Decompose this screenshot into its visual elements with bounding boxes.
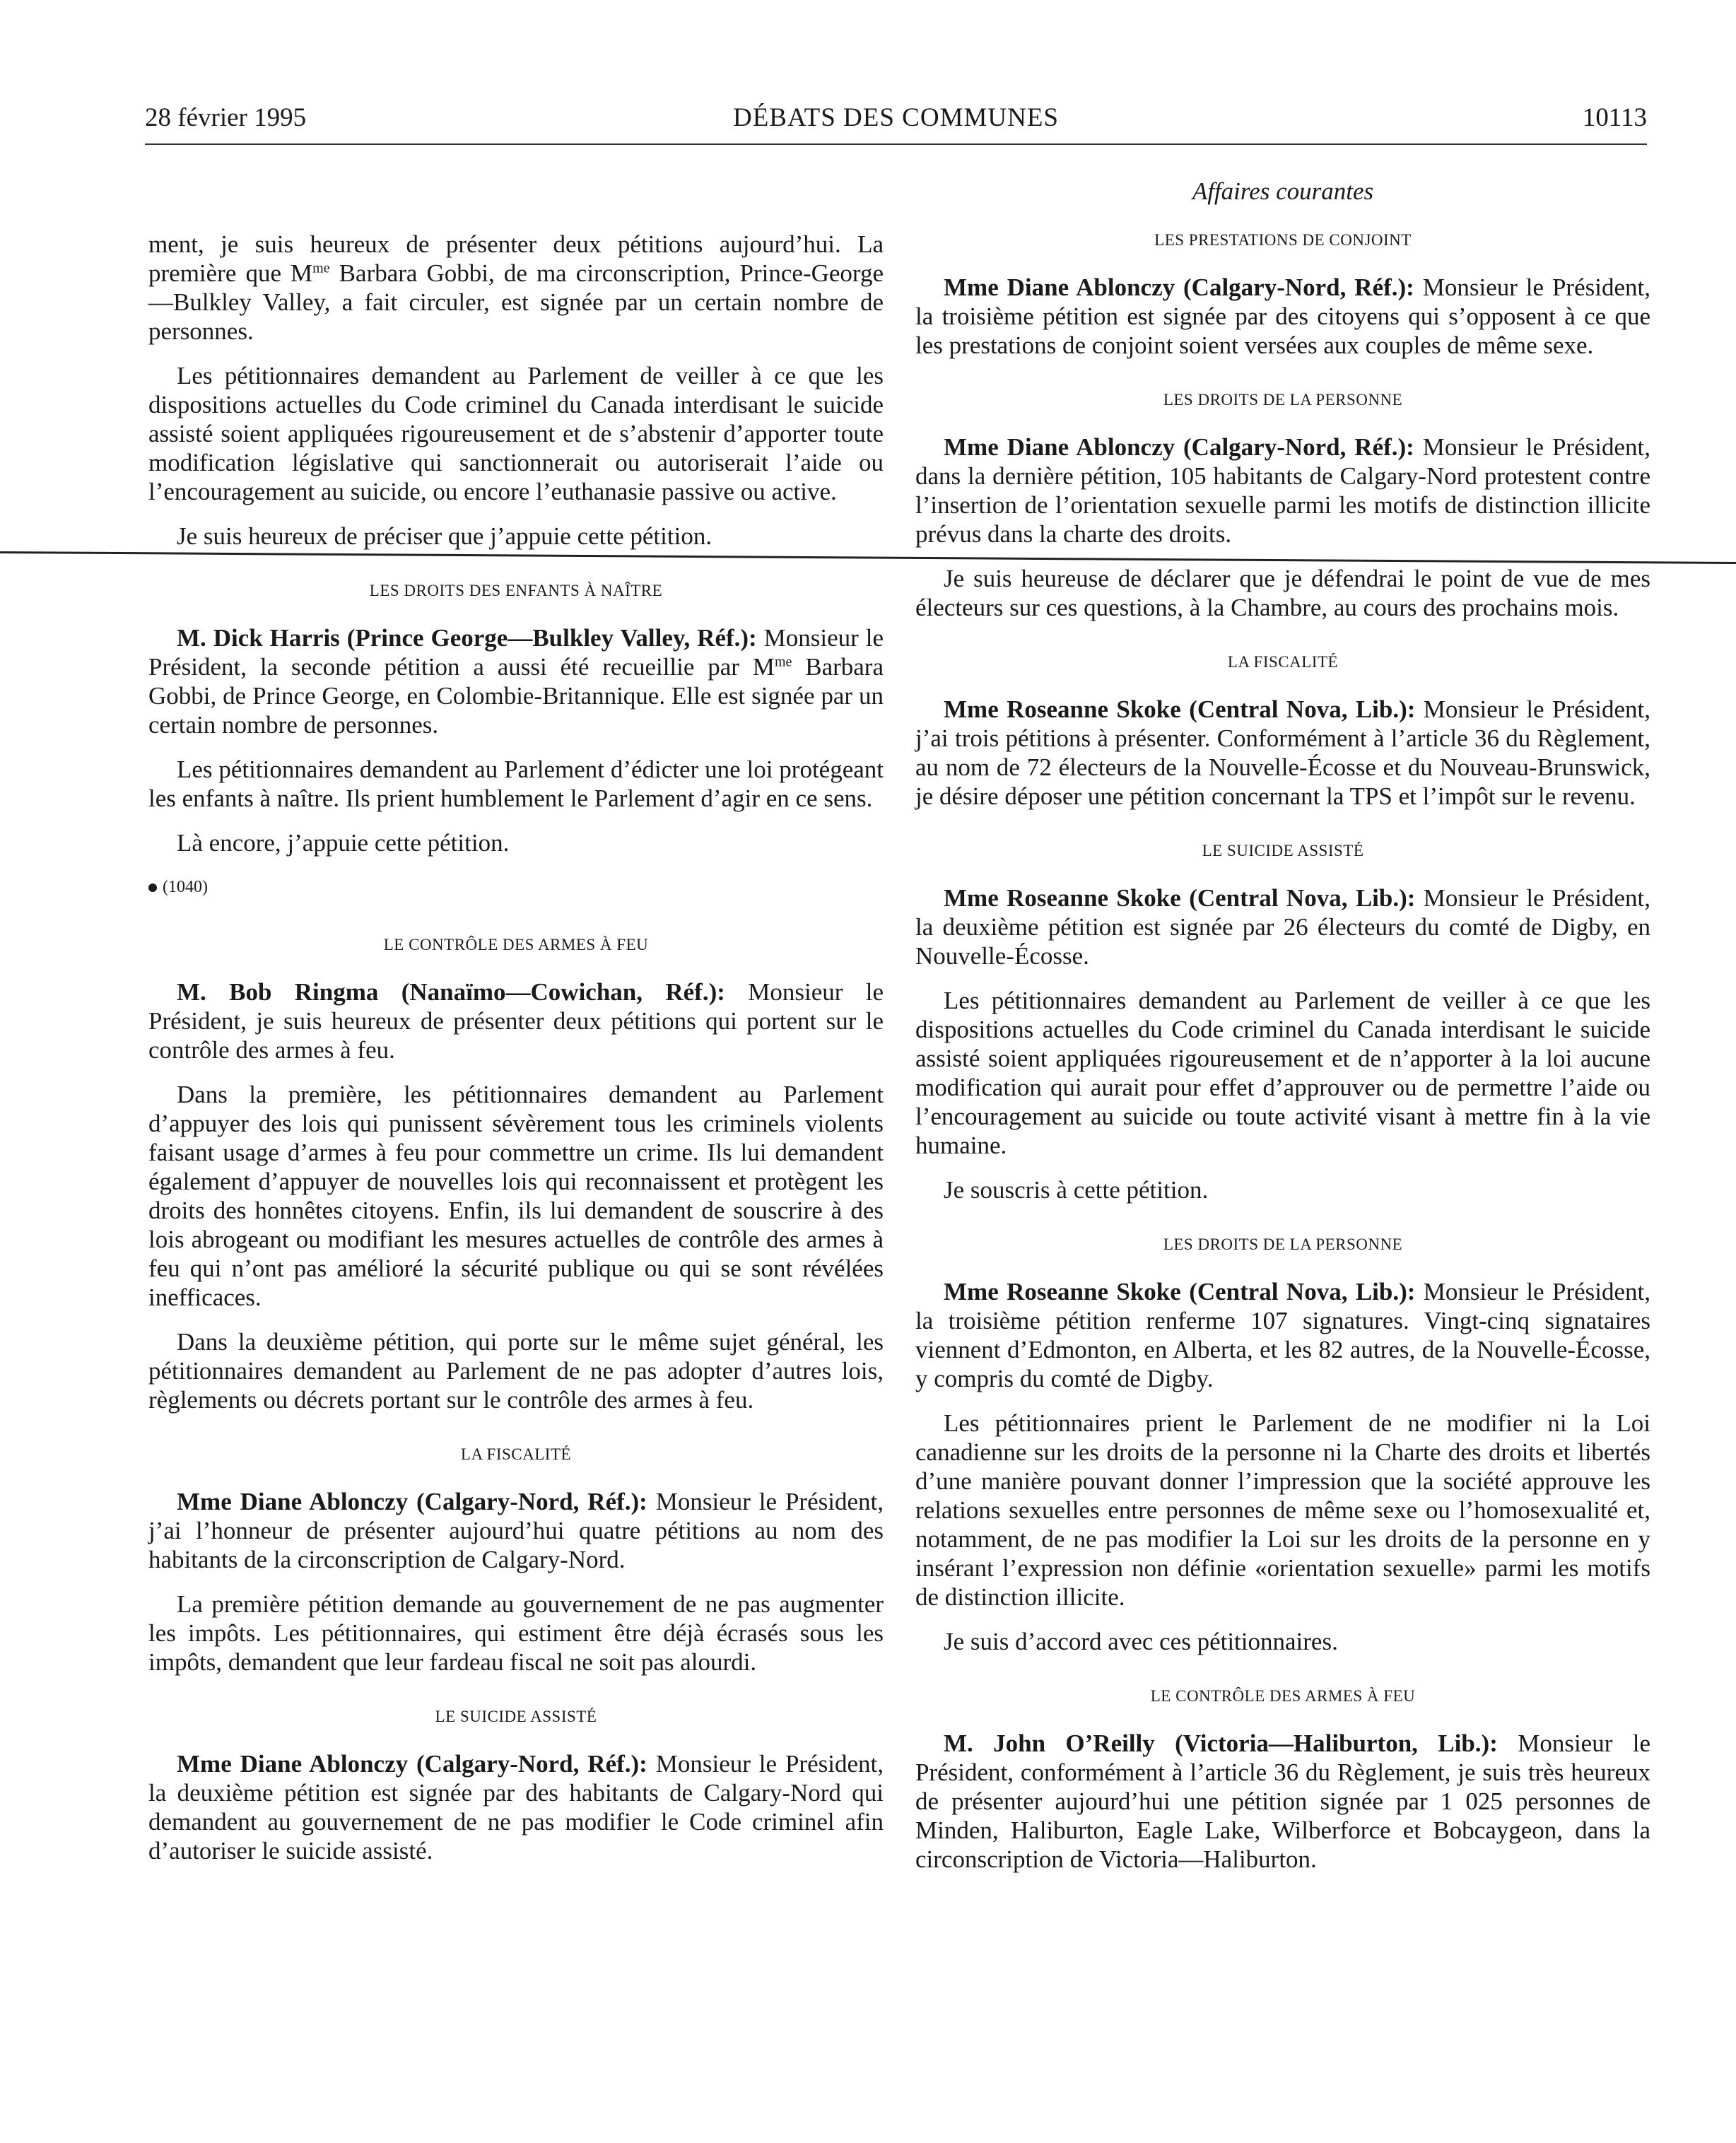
paragraph: Mme Diane Ablonczy (Calgary-Nord, Réf.): Monsieur le Président, la deuxième pétition est signée par des habitants de Calgary-Nord qui demandent au gouvernement de ne pas modifier le Code criminel afin d’autoriser le suicide assisté.: [148, 1750, 884, 1865]
timestamp: (1040): [148, 873, 884, 902]
section-heading: LES DROITS DE LA PERSONNE: [1163, 1235, 1403, 1253]
paragraph: Mme Roseanne Skoke (Central Nova, Lib.): Monsieur le Président, la deuxième pétition est signée par 26 électeurs du comté de Digby, en Nouvelle-Écosse.: [915, 884, 1650, 970]
speaker-name: M. John O’Reilly (Victoria—Haliburton, Lib.):: [944, 1730, 1498, 1757]
header-date: 28 février 1995: [145, 103, 307, 132]
paragraph: M. Bob Ringma (Nanaïmo—Cowichan, Réf.): Monsieur le Président, je suis heureux de présenter deux pétitions qui portent sur le contrôle des armes à feu.: [148, 978, 884, 1064]
paragraph: Je suis heureux de préciser que j’appuie cette pétition.: [177, 522, 712, 550]
bullet-icon: [148, 883, 157, 892]
speaker-name: Mme Roseanne Skoke (Central Nova, Lib.):: [944, 884, 1416, 912]
paragraph: Là encore, j’appuie cette pétition.: [177, 829, 510, 857]
speaker-name: Mme Diane Ablonczy (Calgary-Nord, Réf.):: [944, 274, 1414, 301]
section-heading: LE CONTRÔLE DES ARMES À FEU: [1150, 1687, 1416, 1705]
paragraph: Mme Roseanne Skoke (Central Nova, Lib.): Monsieur le Président, j’ai trois pétitions à présenter. Conformément à l’article 36 du Règlement, au nom de 72 électeurs de la Nouvelle-Écosse et du Nouveau-Brunswick, je désire déposer une pétition concernant la TPS et l’impôt sur le revenu.: [915, 695, 1650, 810]
speaker-name: Mme Roseanne Skoke (Central Nova, Lib.):: [944, 695, 1416, 723]
paragraph: Dans la deuxième pétition, qui porte sur le même sujet général, les pétitionnaires demandent au Parlement de ne pas adopter d’autres lois, règlements ou décrets portant sur le contrôle des armes à feu.: [148, 1328, 884, 1414]
section-heading: LA FISCALITÉ: [460, 1445, 572, 1463]
section-heading: LE CONTRÔLE DES ARMES À FEU: [383, 936, 649, 953]
paragraph: Les pétitionnaires demandent au Parlement de veiller à ce que les dispositions actuelles du Code criminel du Canada interdisant le suicide assisté soient appliquées rigoureusement et de s’abstenir d’apporter toute modification législative qui sanctionnerait ou autoriserait l’aide ou l’encouragement au suicide, ou encore l’euthanasie passive ou active.: [148, 362, 884, 505]
paragraph: Je suis heureuse de déclarer que je défendrai le point de vue de mes électeurs sur ces questions, à la Chambre, au cours des prochains mois.: [915, 565, 1650, 621]
section-heading: LES DROITS DES ENFANTS À NAÎTRE: [369, 582, 663, 599]
paragraph: M. John O’Reilly (Victoria—Haliburton, Lib.): Monsieur le Président, conformément à l’article 36 du Règlement, je suis très heureux de présenter aujourd’hui une pétition signée par 1 025 personnes de Minden, Haliburton, Eagle Lake, Wilberforce et Bobcaygeon, dans la circonscription de Victoria—Haliburton.: [915, 1730, 1650, 1873]
section-title: Affaires courantes: [1192, 177, 1374, 205]
header-page-number: 10113: [1582, 103, 1647, 132]
paragraph: M. Dick Harris (Prince George—Bulkley Valley, Réf.): Monsieur le Président, la seconde pétition a aussi été recueillie par $M^{me}$ Barbara Gobbi, de Prince George, en Colombie-Britannique. Elle est signée par un certain nombre de personnes.: [148, 624, 884, 739]
speaker-name: Mme Diane Ablonczy (Calgary-Nord, Réf.):: [177, 1750, 647, 1778]
speaker-name: Mme Diane Ablonczy (Calgary-Nord, Réf.):: [177, 1488, 647, 1515]
section-heading: LE SUICIDE ASSISTÉ: [1202, 842, 1364, 859]
speaker-name: Mme Diane Ablonczy (Calgary-Nord, Réf.):: [944, 433, 1414, 461]
header-title: DÉBATS DES COMMUNES: [732, 103, 1059, 132]
section-heading: LE SUICIDE ASSISTÉ: [435, 1708, 597, 1725]
paragraph: Les pétitionnaires demandent au Parlement d’édicter une loi protégeant les enfants à naître. Ils prient humblement le Parlement d’agir en ce sens.: [148, 756, 884, 812]
section-heading: LES DROITS DE LA PERSONNE: [1163, 391, 1403, 409]
section-heading: LA FISCALITÉ: [1227, 653, 1339, 671]
paragraph: Je suis d’accord avec ces pétitionnaires.: [944, 1628, 1338, 1655]
paragraph: Les pétitionnaires demandent au Parlement de veiller à ce que les dispositions actuelles du Code criminel du Canada interdisant le suicide assisté soient appliquées rigoureusement et de n’apporter à la loi aucune modification qui aurait pour effet d’approuver ou de permettre l’aide ou l’encouragement au suicide ou toute activité visant à mettre fin à la vie humaine.: [915, 987, 1650, 1159]
page-header: [145, 102, 1647, 145]
paragraph: ment, je suis heureux de présenter deux pétitions aujourd’hui. La première que $M^{me}$ Barbara Gobbi, de ma circonscription, Prince-George—Bulkley Valley, a fait circuler, est signée par un certain nombre de personnes.: [148, 230, 884, 345]
speaker-name: M. Dick Harris (Prince George—Bulkley Valley, Réf.):: [177, 624, 757, 652]
paragraph: Les pétitionnaires prient le Parlement de ne modifier ni la Loi canadienne sur les droits de la personne ni la Charte des droits et libertés d’une manière pouvant donner l’impression que la société approuve les relations sexuelles entre personnes de même sexe ou l’homosexualité et, notamment, de ne pas modifier la Loi sur les droits de la personne en y insérant l’expression non définie «orientation sexuelle» parmi les motifs de distinction illicite.: [915, 1409, 1650, 1611]
header-rule: [145, 143, 1647, 145]
speaker-name: M. Bob Ringma (Nanaïmo—Cowichan, Réf.):: [177, 978, 725, 1006]
paragraph: Je souscris à cette pétition.: [944, 1176, 1209, 1204]
paragraph: La première pétition demande au gouvernement de ne pas augmenter les impôts. Les pétitionnaires, qui estiment être déjà écrasés sous les impôts, demandent que leur fardeau fiscal ne soit pas alourdi.: [148, 1590, 884, 1676]
section-heading: LES PRESTATIONS DE CONJOINT: [1154, 231, 1412, 249]
left-column: [148, 173, 884, 1881]
paragraph: Mme Roseanne Skoke (Central Nova, Lib.): Monsieur le Président, la troisième pétition renferme 107 signatures. Vingt-cinq signataires viennent d’Edmonton, en Alberta, et les 82 autres, de la Nouvelle-Écosse, y compris du comté de Digby.: [915, 1278, 1650, 1392]
paragraph: Mme Diane Ablonczy (Calgary-Nord, Réf.): Monsieur le Président, j’ai l’honneur de présenter aujourd’hui quatre pétitions au nom des habitants de la circonscription de Calgary-Nord.: [148, 1488, 884, 1573]
paragraph: Mme Diane Ablonczy (Calgary-Nord, Réf.): Monsieur le Président, dans la dernière pétition, 105 habitants de Calgary-Nord protestent contre l’insertion de l’orientation sexuelle parmi les motifs de distinction illicite prévus dans la charte des droits.: [915, 433, 1650, 548]
right-column: [915, 177, 1650, 1889]
paragraph: Mme Diane Ablonczy (Calgary-Nord, Réf.): Monsieur le Président, la troisième pétition est signée par des citoyens qui s’opposent à ce que les prestations de conjoint soient versées aux couples de même sexe.: [915, 274, 1650, 359]
paragraph: Dans la première, les pétitionnaires demandent au Parlement d’appuyer des lois qui punissent sévèrement tous les criminels violents faisant usage d’armes à feu pour commettre un crime. Ils lui demandent également d’appuyer de nouvelles lois qui reconnaissent et protègent les droits des honnêtes citoyens. Enfin, ils lui demandent de souscrire à des lois abrogeant ou modifiant les mesures actuelles de contrôle des armes à feu qui n’ont pas amélioré la sécurité publique ou qui se sont révélées inefficaces.: [148, 1081, 884, 1311]
speaker-name: Mme Roseanne Skoke (Central Nova, Lib.):: [944, 1278, 1416, 1305]
